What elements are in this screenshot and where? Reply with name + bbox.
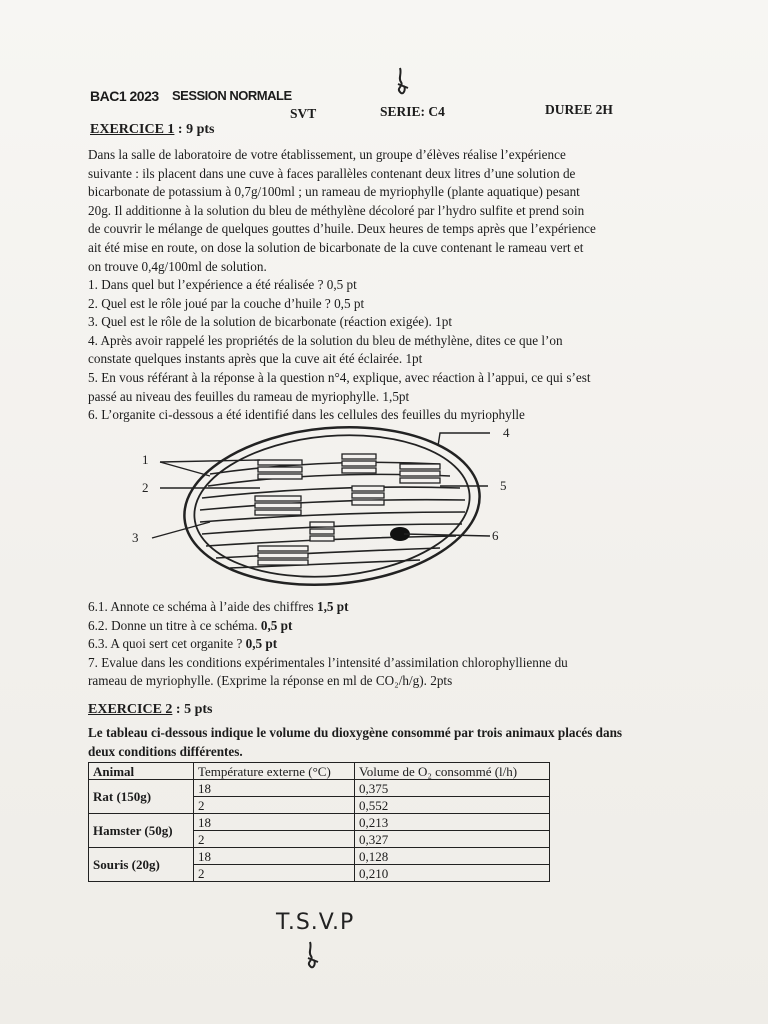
- oxygen-consumption-table: [88, 762, 550, 882]
- intro-line: deux conditions différentes.: [88, 743, 243, 759]
- exercise-1-questions: [88, 276, 648, 425]
- table-row: [89, 814, 550, 831]
- signature-mark: [392, 66, 414, 100]
- exercise-2-title: EXERCICE 2: [88, 702, 173, 717]
- table-row: [89, 848, 550, 865]
- table-cell-volume: 0,210: [355, 865, 550, 882]
- table-cell-temperature: 2: [194, 831, 355, 848]
- question-7b: rameau de myriophylle. (Exprime la réponse en ml de CO₂/h/g). 2pts: [88, 673, 453, 689]
- table-cell-volume: 0,327: [355, 831, 550, 848]
- question-6-1: 6.1. Annote ce schéma à l’aide des chiffres 1,5 pt: [88, 599, 349, 614]
- table-cell-volume: 0,128: [355, 848, 550, 865]
- intro-line: Le tableau ci-dessous indique le volume du dioxygène consommé par trois animaux placés dans: [88, 725, 623, 740]
- exercise-1-intro: [88, 146, 644, 276]
- table-cell-temperature: 18: [194, 814, 355, 831]
- table-cell-volume: 0,375: [355, 780, 550, 797]
- table-cell-temperature: 2: [194, 797, 355, 814]
- table-header: Animal: [89, 763, 194, 780]
- exam-session: SESSION NORMALE: [172, 88, 292, 103]
- outer-membrane: [178, 418, 486, 593]
- exam-duration: DUREE 2H: [545, 102, 613, 117]
- granum: [310, 522, 334, 541]
- question-2: 2. Quel est le rôle joué par la couche d’huile ? 0,5 pt: [88, 295, 365, 311]
- diagram-label-6: 6: [492, 528, 499, 543]
- table-cell-temperature: 18: [194, 780, 355, 797]
- question-6-2-points: 0,5 pt: [260, 617, 293, 633]
- intro-line: suivante : ils placent dans une cuve à faces parallèles contenant deux litres d’une solution de: [88, 165, 576, 181]
- question-4a: 4. Après avoir rappelé les propriétés de la solution du bleu de méthylène, dites ce que l’on: [88, 332, 563, 348]
- granum: [400, 464, 440, 483]
- table-cell-volume: 0,552: [355, 797, 550, 814]
- diagram-label-2: 2: [142, 480, 149, 495]
- exercise-2-intro: [88, 724, 648, 761]
- exercise-2-points: : 5 pts: [172, 702, 213, 717]
- exercise-1-subquestions: [88, 598, 648, 691]
- granum: [342, 454, 376, 473]
- intro-line: de couvrir le mélange de quelques gouttes d’huile. Deux heures de temps après que l’expérience: [88, 221, 596, 237]
- question-7a: 7. Evalue dans les conditions expérimentales l’intensité d’assimilation chlorophyllienne du: [88, 654, 568, 670]
- intro-line: on trouve 0,4g/100ml de solution.: [88, 258, 267, 274]
- signature-mark: [302, 940, 324, 972]
- turn-page-note: T.S.V.P: [276, 910, 355, 935]
- table-cell-animal: Souris (20g): [89, 848, 194, 882]
- table-cell-animal: Hamster (50g): [89, 814, 194, 848]
- question-4b: constate quelques instants après que la cuve ait été éclairée. 1pt: [88, 351, 423, 367]
- intro-line: Dans la salle de laboratoire de votre établissement, un groupe d’élèves réalise l’expérience: [88, 147, 566, 162]
- question-6-3: 6.3. A quoi sert cet organite ? 0,5 pt: [88, 636, 278, 652]
- diagram-label-1: 1: [142, 452, 149, 467]
- table-cell-temperature: 18: [194, 848, 355, 865]
- table-cell-animal: Rat (150g): [89, 780, 194, 814]
- diagram-label-5: 5: [500, 478, 507, 493]
- question-5b: passé au niveau des feuilles du rameau de myriophylle. 1,5pt: [88, 388, 410, 404]
- diagram-label-4: 4: [503, 425, 510, 440]
- exercise-2-heading: [88, 702, 212, 718]
- diagram-label-3: 3: [132, 530, 139, 545]
- intro-line: bicarbonate de potassium à 0,7g/100ml ; un rameau de myriophylle (plante aquatique) pesant: [88, 184, 580, 200]
- exercise-1-heading: [90, 122, 214, 138]
- question-5a: 5. En vous référant à la réponse à la question n°4, explique, avec réaction à l’appui, ce qui s’est: [88, 369, 591, 385]
- exam-serie: SERIE: C4: [380, 104, 445, 119]
- table-header-row: [89, 763, 550, 780]
- question-6-1-points: 1,5 pt: [316, 599, 349, 614]
- table-cell-volume: 0,213: [355, 814, 550, 831]
- table-header: Volume de O₂ consommé (l/h): [355, 763, 550, 780]
- granum: [352, 486, 384, 505]
- table-cell-temperature: 2: [194, 865, 355, 882]
- chloroplast-diagram: [120, 418, 520, 593]
- question-1: 1. Dans quel but l’expérience a été réalisée ? 0,5 pt: [88, 277, 357, 292]
- question-6-2: 6.2. Donne un titre à ce schéma. 0,5 pt: [88, 617, 293, 633]
- exercise-1-points: : 9 pts: [174, 122, 215, 137]
- granum: [255, 496, 301, 515]
- question-6-3-points: 0,5 pt: [245, 636, 278, 652]
- table-row: [89, 780, 550, 797]
- granum: [258, 460, 302, 479]
- table-header: Température externe (°C): [194, 763, 355, 780]
- granum: [258, 546, 308, 565]
- intro-line: 20g. Il additionne à la solution du bleu de méthylène décoloré par l’hydro sulfite et prend soin: [88, 202, 585, 218]
- question-3: 3. Quel est le rôle de la solution de bicarbonate (réaction exigée). 1pt: [88, 314, 452, 330]
- question-6: 6. L’organite ci-dessous a été identifié dans les cellules des feuilles du myriophylle: [88, 407, 525, 423]
- intro-line: ait été mise en route, on dose la solution de bicarbonate de la cuve contenant le rameau vert et: [88, 239, 584, 255]
- exercise-1-title: EXERCICE 1: [90, 122, 175, 137]
- exam-year: BAC1 2023: [90, 88, 159, 104]
- exam-subject: SVT: [290, 106, 317, 121]
